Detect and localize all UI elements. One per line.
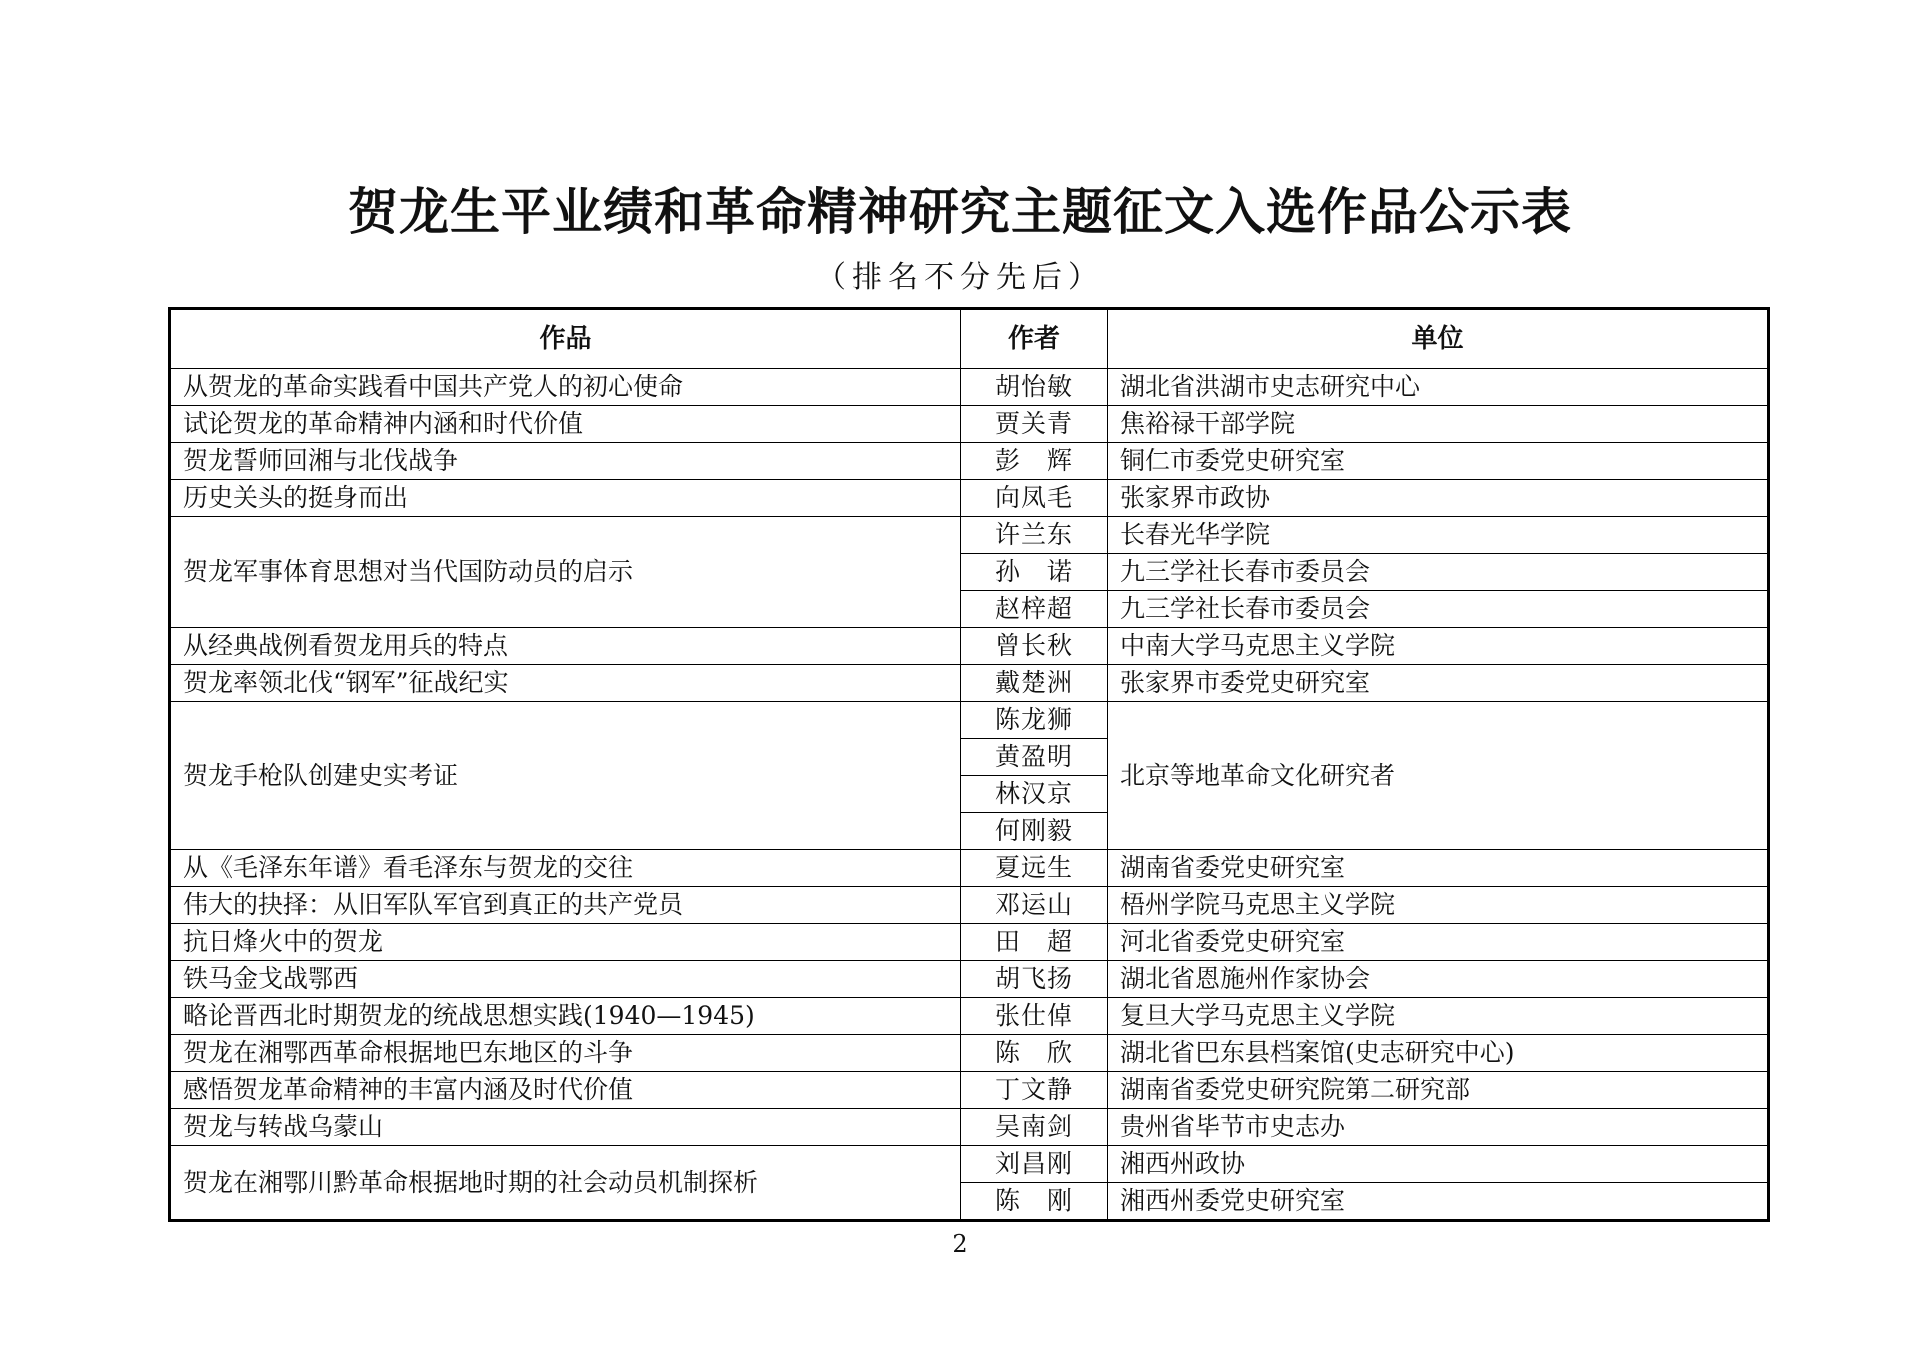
work-title-cell: 贺龙军事体育思想对当代国防动员的启示	[170, 517, 961, 628]
unit-cell: 湘西州政协	[1108, 1146, 1769, 1183]
unit-cell: 九三学社长春市委员会	[1108, 591, 1769, 628]
table-row	[170, 628, 1769, 665]
unit-cell: 贵州省毕节市史志办	[1108, 1109, 1769, 1146]
table-row	[170, 924, 1769, 961]
unit-cell: 张家界市政协	[1108, 480, 1769, 517]
entries-table	[168, 307, 1770, 1222]
table-body	[170, 369, 1769, 1221]
work-title-cell: 贺龙在湘鄂川黔革命根据地时期的社会动员机制探析	[170, 1146, 961, 1221]
table-row	[170, 998, 1769, 1035]
work-title-cell: 贺龙手枪队创建史实考证	[170, 702, 961, 850]
author-cell: 邓运山	[961, 887, 1108, 924]
table-row	[170, 1035, 1769, 1072]
header-unit: 单位	[1108, 309, 1769, 369]
author-cell: 赵梓超	[961, 591, 1108, 628]
author-cell: 彭 辉	[961, 443, 1108, 480]
unit-cell: 河北省委党史研究室	[1108, 924, 1769, 961]
page-title: 贺龙生平业绩和革命精神研究主题征文入选作品公示表	[348, 183, 1572, 241]
table-row	[170, 1146, 1769, 1183]
work-title-cell: 贺龙在湘鄂西革命根据地巴东地区的斗争	[170, 1035, 961, 1072]
table-row	[170, 887, 1769, 924]
work-title-cell: 抗日烽火中的贺龙	[170, 924, 961, 961]
unit-cell: 铜仁市委党史研究室	[1108, 443, 1769, 480]
author-cell: 戴楚洲	[961, 665, 1108, 702]
page-subtitle: （排名不分先后）	[816, 260, 1104, 295]
page-number: 2	[952, 1230, 968, 1258]
author-cell: 陈 欣	[961, 1035, 1108, 1072]
author-cell: 吴南剑	[961, 1109, 1108, 1146]
unit-cell: 湖北省恩施州作家协会	[1108, 961, 1769, 998]
table-row	[170, 480, 1769, 517]
table-row	[170, 369, 1769, 406]
author-cell: 贾关青	[961, 406, 1108, 443]
author-cell: 夏远生	[961, 850, 1108, 887]
table-row	[170, 517, 1769, 554]
unit-cell: 复旦大学马克思主义学院	[1108, 998, 1769, 1035]
unit-cell: 梧州学院马克思主义学院	[1108, 887, 1769, 924]
work-title-cell: 从经典战例看贺龙用兵的特点	[170, 628, 961, 665]
work-title-cell: 铁马金戈战鄂西	[170, 961, 961, 998]
work-title-cell: 贺龙率领北伐“钢军”征战纪实	[170, 665, 961, 702]
unit-cell: 长春光华学院	[1108, 517, 1769, 554]
author-cell: 田 超	[961, 924, 1108, 961]
unit-cell: 张家界市委党史研究室	[1108, 665, 1769, 702]
table-header-row	[170, 309, 1769, 369]
work-title-cell: 历史关头的挺身而出	[170, 480, 961, 517]
author-cell: 陈龙狮	[961, 702, 1108, 739]
author-cell: 林汉京	[961, 776, 1108, 813]
author-cell: 黄盈明	[961, 739, 1108, 776]
unit-cell: 焦裕禄干部学院	[1108, 406, 1769, 443]
work-title-cell: 贺龙与转战乌蒙山	[170, 1109, 961, 1146]
unit-cell: 湖北省洪湖市史志研究中心	[1108, 369, 1769, 406]
author-cell: 许兰东	[961, 517, 1108, 554]
author-cell: 张仕倬	[961, 998, 1108, 1035]
author-cell: 胡飞扬	[961, 961, 1108, 998]
unit-cell: 湖南省委党史研究院第二研究部	[1108, 1072, 1769, 1109]
table-row	[170, 702, 1769, 739]
unit-cell: 中南大学马克思主义学院	[1108, 628, 1769, 665]
table-row	[170, 443, 1769, 480]
author-cell: 曾长秋	[961, 628, 1108, 665]
table-row	[170, 1072, 1769, 1109]
author-cell: 刘昌刚	[961, 1146, 1108, 1183]
author-cell: 丁文静	[961, 1072, 1108, 1109]
unit-cell: 九三学社长春市委员会	[1108, 554, 1769, 591]
work-title-cell: 从贺龙的革命实践看中国共产党人的初心使命	[170, 369, 961, 406]
table-row	[170, 961, 1769, 998]
unit-cell: 北京等地革命文化研究者	[1108, 702, 1769, 850]
header-work: 作品	[170, 309, 961, 369]
unit-cell: 湖北省巴东县档案馆(史志研究中心)	[1108, 1035, 1769, 1072]
work-title-cell: 伟大的抉择：从旧军队军官到真正的共产党员	[170, 887, 961, 924]
table-row	[170, 1109, 1769, 1146]
table-row	[170, 850, 1769, 887]
author-cell: 何刚毅	[961, 813, 1108, 850]
work-title-cell: 略论晋西北时期贺龙的统战思想实践(1940—1945)	[170, 998, 961, 1035]
work-title-cell: 从《毛泽东年谱》看毛泽东与贺龙的交往	[170, 850, 961, 887]
author-cell: 孙 诺	[961, 554, 1108, 591]
header-author: 作者	[961, 309, 1108, 369]
author-cell: 向凤毛	[961, 480, 1108, 517]
table-row	[170, 406, 1769, 443]
author-cell: 胡怡敏	[961, 369, 1108, 406]
author-cell: 陈 刚	[961, 1183, 1108, 1221]
unit-cell: 湖南省委党史研究室	[1108, 850, 1769, 887]
table-row	[170, 665, 1769, 702]
unit-cell: 湘西州委党史研究室	[1108, 1183, 1769, 1221]
work-title-cell: 贺龙誓师回湘与北伐战争	[170, 443, 961, 480]
work-title-cell: 试论贺龙的革命精神内涵和时代价值	[170, 406, 961, 443]
work-title-cell: 感悟贺龙革命精神的丰富内涵及时代价值	[170, 1072, 961, 1109]
